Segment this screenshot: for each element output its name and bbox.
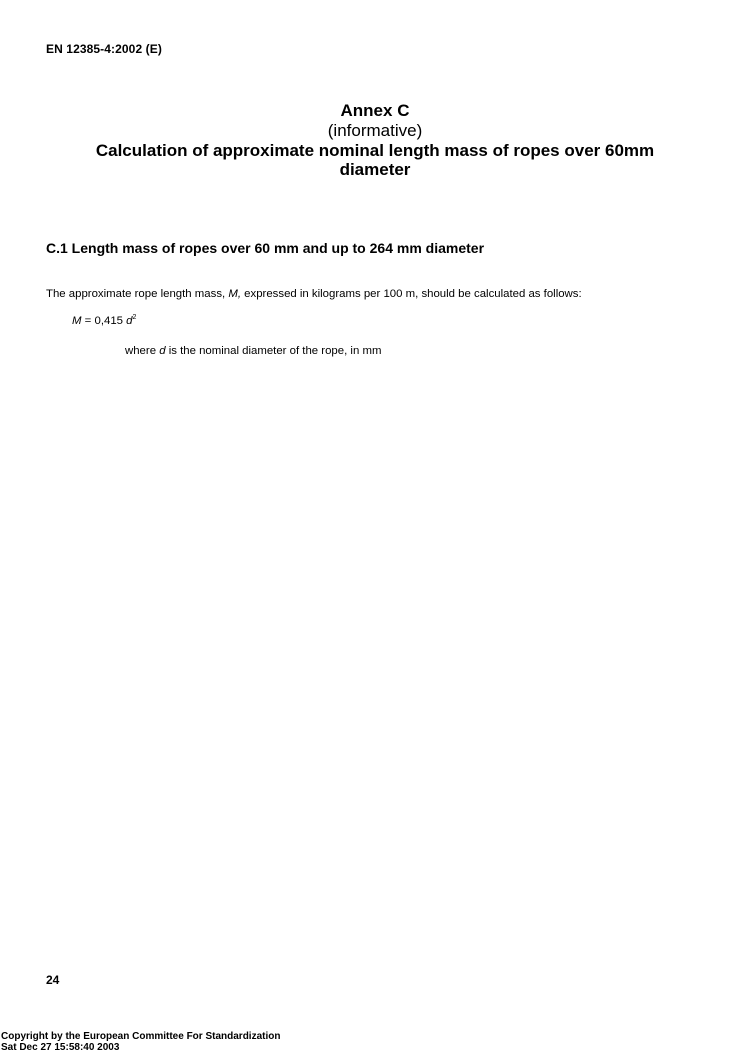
where-clause: [125, 345, 381, 357]
copyright-line: Copyright by the European Committee For Standardization: [1, 1031, 281, 1042]
annex-title-line-1: Calculation of approximate nominal length mass of ropes over 60mm: [95, 141, 655, 160]
formula-exponent: 2: [132, 314, 137, 321]
annex-label: Annex C: [340, 101, 410, 120]
page-number: 24: [46, 973, 60, 987]
formula-variable-d: d: [126, 315, 133, 327]
formula-variable-m: M: [72, 315, 82, 327]
formula-coefficient: = 0,415: [81, 315, 127, 327]
document-id-header: EN 12385-4:2002 (E): [46, 42, 162, 56]
variable-m: M,: [228, 288, 242, 300]
copyright-timestamp: Sat Dec 27 15:58:40 2003: [1, 1042, 120, 1053]
body-paragraph: [46, 288, 582, 300]
annex-title: [40, 141, 710, 179]
body-text-end: expressed in kilograms per 100 m, should be calculated as follows:: [241, 288, 582, 300]
where-suffix: is the nominal diameter of the rope, in mm: [165, 345, 382, 357]
where-variable-d: d: [159, 345, 166, 357]
where-prefix: where: [125, 345, 160, 357]
annex-title-line-2: diameter: [339, 160, 411, 179]
body-text-start: The approximate rope length mass,: [46, 288, 229, 300]
copyright-notice: [1, 1031, 280, 1053]
formula: [72, 314, 136, 327]
section-heading: C.1 Length mass of ropes over 60 mm and up to 264 mm diameter: [46, 240, 485, 256]
annex-status: (informative): [327, 121, 423, 140]
